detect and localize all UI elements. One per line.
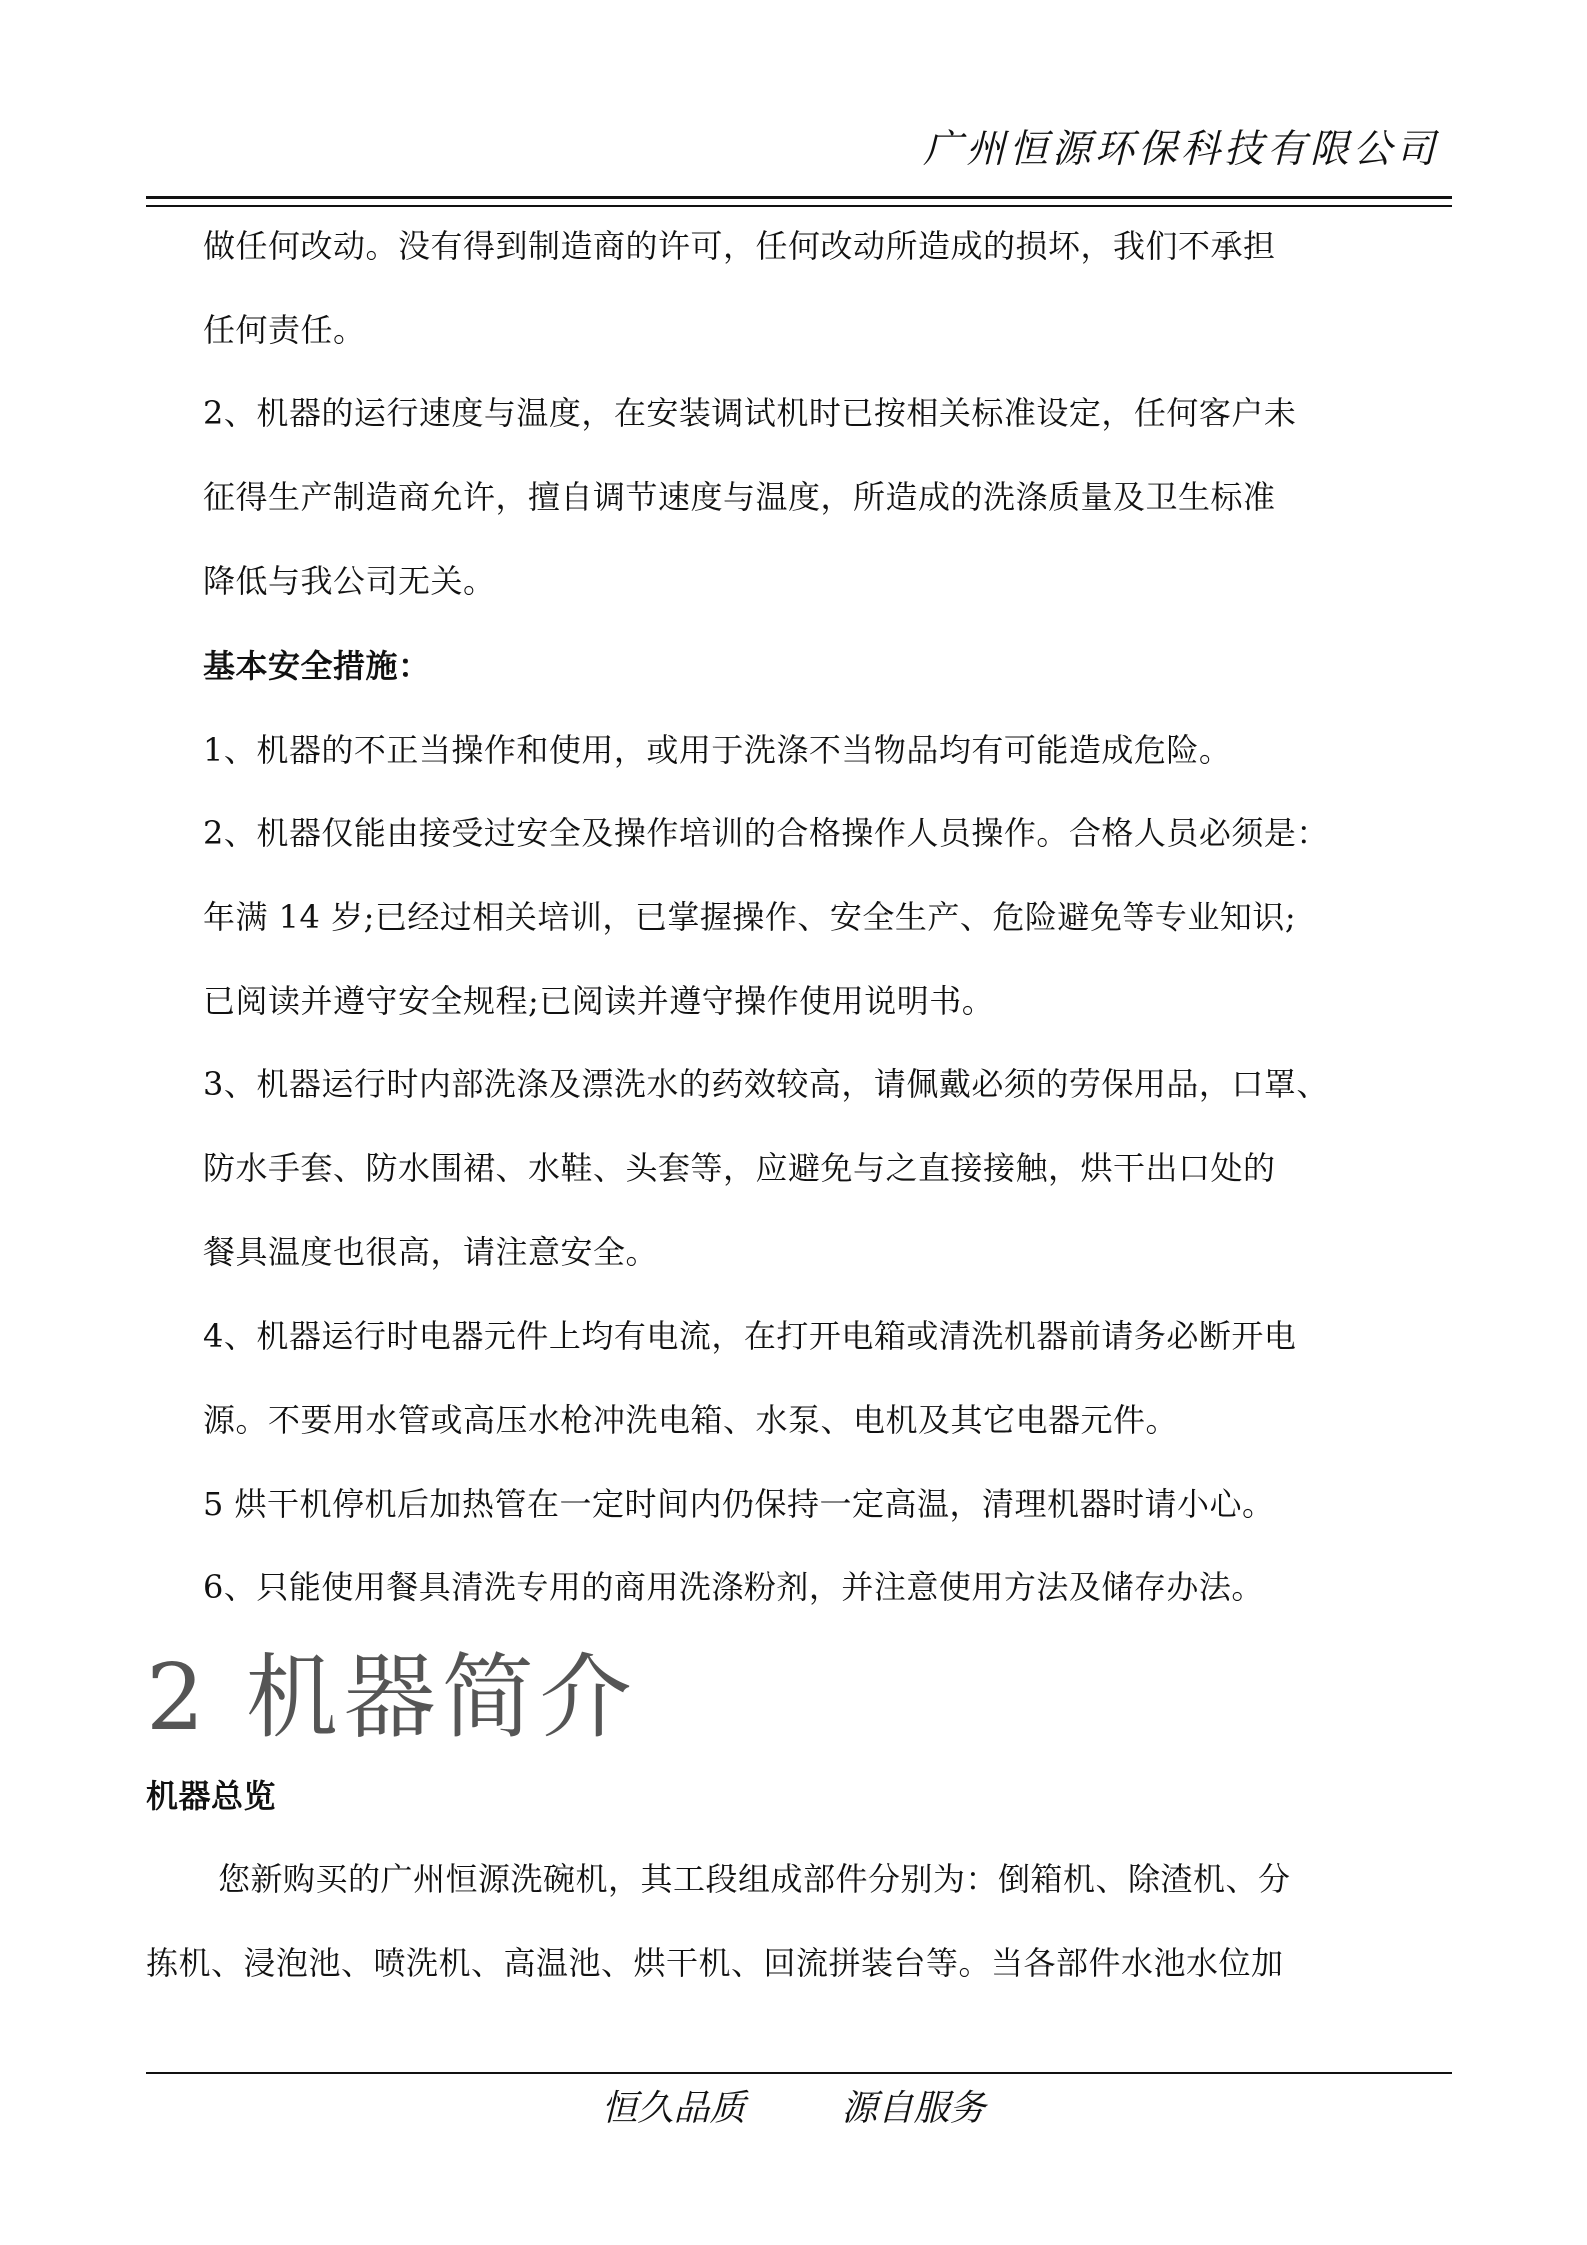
body-line: 1、机器的不正当操作和使用，或用于洗涤不当物品均有可能造成危险。 xyxy=(203,731,1232,769)
body-line: 做任何改动。没有得到制造商的许可，任何改动所造成的损坏，我们不承担 xyxy=(203,227,1276,265)
body-line: 征得生产制造商允许，擅自调节速度与温度，所造成的洗涤质量及卫生标准 xyxy=(203,478,1276,516)
body-line: 防水手套、防水围裙、水鞋、头套等，应避免与之直接接触，烘干出口处的 xyxy=(203,1149,1276,1187)
body-line: 2、机器仅能由接受过安全及操作培训的合格操作人员操作。合格人员必须是： xyxy=(203,814,1329,852)
company-name: 广州恒源环保科技有限公司 xyxy=(922,127,1439,172)
chapter-title: 2 机器简介 xyxy=(146,1644,638,1751)
header-rule-top xyxy=(146,196,1452,199)
footer-slogan-right: 源自服务 xyxy=(841,2088,986,2129)
body-line: 餐具温度也很高，请注意安全。 xyxy=(203,1233,659,1271)
body-line: 2、机器的运行速度与温度，在安装调试机时已按相关标准设定，任何客户未 xyxy=(203,394,1297,432)
section-heading: 基本安全措施： xyxy=(203,647,431,685)
header-rule-bottom xyxy=(146,205,1452,207)
body-line: 3、机器运行时内部洗涤及漂洗水的药效较高，请佩戴必须的劳保用品，口罩、 xyxy=(203,1065,1329,1103)
body-line: 4、机器运行时电器元件上均有电流，在打开电箱或清洗机器前请务必断开电 xyxy=(203,1317,1297,1355)
body-line: 年满 14 岁;已经过相关培训，已掌握操作、安全生产、危险避免等专业知识; xyxy=(203,898,1297,936)
body-line: 已阅读并遵守安全规程;已阅读并遵守操作使用说明书。 xyxy=(203,982,995,1020)
body-line: 6、只能使用餐具清洗专用的商用洗涤粉剂，并注意使用方法及储存办法。 xyxy=(203,1568,1264,1606)
footer-slogan-left: 恒久品质 xyxy=(601,2088,746,2129)
footer-rule xyxy=(146,2072,1452,2074)
overview-heading: 机器总览 xyxy=(146,1777,277,1815)
body-line: 降低与我公司无关。 xyxy=(203,562,496,600)
footer-slogan xyxy=(0,2080,1587,2131)
overview-line: 您新购买的广州恒源洗碗机，其工段组成部件分别为：倒箱机、除渣机、分 xyxy=(218,1860,1291,1898)
body-line: 5 烘干机停机后加热管在一定时间内仍保持一定高温，清理机器时请小心。 xyxy=(203,1485,1275,1523)
overview-line: 拣机、浸泡池、喷洗机、高温池、烘干机、回流拼装台等。当各部件水池水位加 xyxy=(146,1944,1284,1982)
body-line: 源。不要用水管或高压水枪冲洗电箱、水泵、电机及其它电器元件。 xyxy=(203,1401,1179,1439)
body-line: 任何责任。 xyxy=(203,311,366,349)
